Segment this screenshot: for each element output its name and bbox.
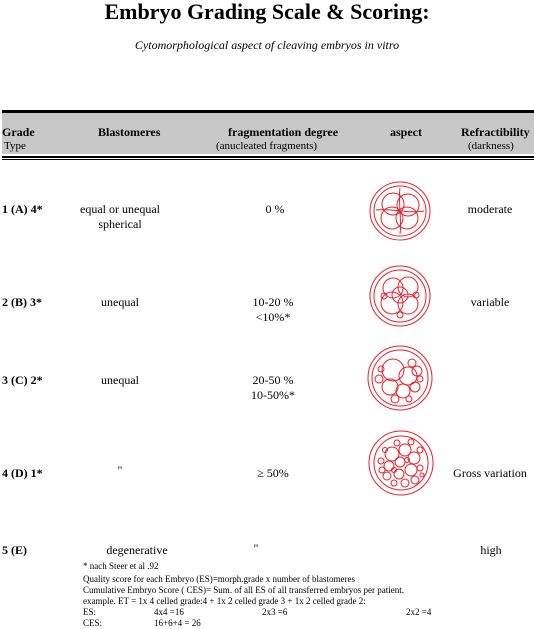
- row-fragmentation-alt: <10%*: [255, 310, 291, 324]
- header-refractibility-sub: (darkness): [468, 140, 514, 152]
- header-fragmentation: fragmentation degree: [228, 125, 339, 139]
- row-fragmentation: ≥ 50%: [257, 466, 289, 480]
- note-es-value-2: 2x3 =6: [262, 607, 288, 617]
- row-fragmentation-alt: 10-50%*: [251, 388, 295, 402]
- embryo-grade-4-icon: [367, 428, 435, 498]
- row-blastomeres: unequal: [101, 373, 139, 387]
- note-es-value-3: 2x2 =4: [406, 607, 432, 617]
- header-aspect: aspect: [390, 125, 422, 139]
- row-grade-label: 4 (D) 1*: [2, 466, 43, 480]
- note-ces-value: 16+6+4 = 26: [154, 618, 201, 628]
- row-grade-label: 5 (E): [2, 543, 27, 557]
- row-fragmentation: ": [253, 541, 259, 555]
- note-ces-label: CES:: [83, 618, 103, 628]
- note-cumulative-score: Cumulative Embryo Score ( CES)= Sum. of all ES of all transferred embryos per patient.: [83, 585, 405, 595]
- embryo-grade-2-icon: [368, 263, 432, 329]
- row-refractibility: Gross variation: [453, 466, 527, 480]
- row-fragmentation: 0 %: [265, 202, 285, 216]
- page-title: Embryo Grading Scale & Scoring:: [104, 0, 430, 24]
- row-fragmentation: 10-20 %: [252, 295, 294, 309]
- row-grade-label: 1 (A) 4*: [2, 202, 43, 216]
- header-type: Type: [4, 140, 26, 152]
- row-grade-label: 2 (B) 3*: [2, 295, 42, 309]
- row-grade-label: 3 (C) 2*: [2, 373, 43, 387]
- note-es-label: ES:: [83, 607, 97, 617]
- embryo-grade-3-icon: [365, 343, 435, 413]
- note-example: example. ET = 1x 4 celled grade:4 + 1x 2 celled grade 3 + 1x 2 celled grade 2:: [83, 596, 366, 606]
- header-grade: Grade: [2, 125, 35, 139]
- row-refractibility: variable: [470, 295, 510, 309]
- row-blastomeres: unequal: [101, 295, 139, 309]
- header-divider: [2, 156, 534, 160]
- header-fragmentation-sub: (anucleated fragments): [216, 140, 318, 152]
- row-blastomeres: ": [117, 463, 123, 477]
- row-refractibility: moderate: [467, 202, 513, 216]
- header-blastomeres: Blastomeres: [98, 125, 161, 139]
- row-refractibility: high: [480, 543, 502, 557]
- header-refractibility: Refractibility: [461, 125, 530, 139]
- row-blastomeres-sub: spherical: [98, 217, 142, 231]
- row-blastomeres: degenerative: [106, 543, 168, 557]
- note-es-value-1: 4x4 =16: [154, 607, 184, 617]
- note-reference: * nach Steer et al .92: [83, 561, 159, 571]
- note-quality-score: Quality score for each Embryo (ES)=morph.grade x number of blastomeres: [83, 574, 355, 584]
- row-blastomeres: equal or unequal: [80, 202, 160, 216]
- page-subtitle: Cytomorphological aspect of cleaving embryos in vitro: [134, 38, 400, 52]
- row-fragmentation: 20-50 %: [252, 373, 294, 387]
- embryo-grade-1-icon: [365, 180, 435, 242]
